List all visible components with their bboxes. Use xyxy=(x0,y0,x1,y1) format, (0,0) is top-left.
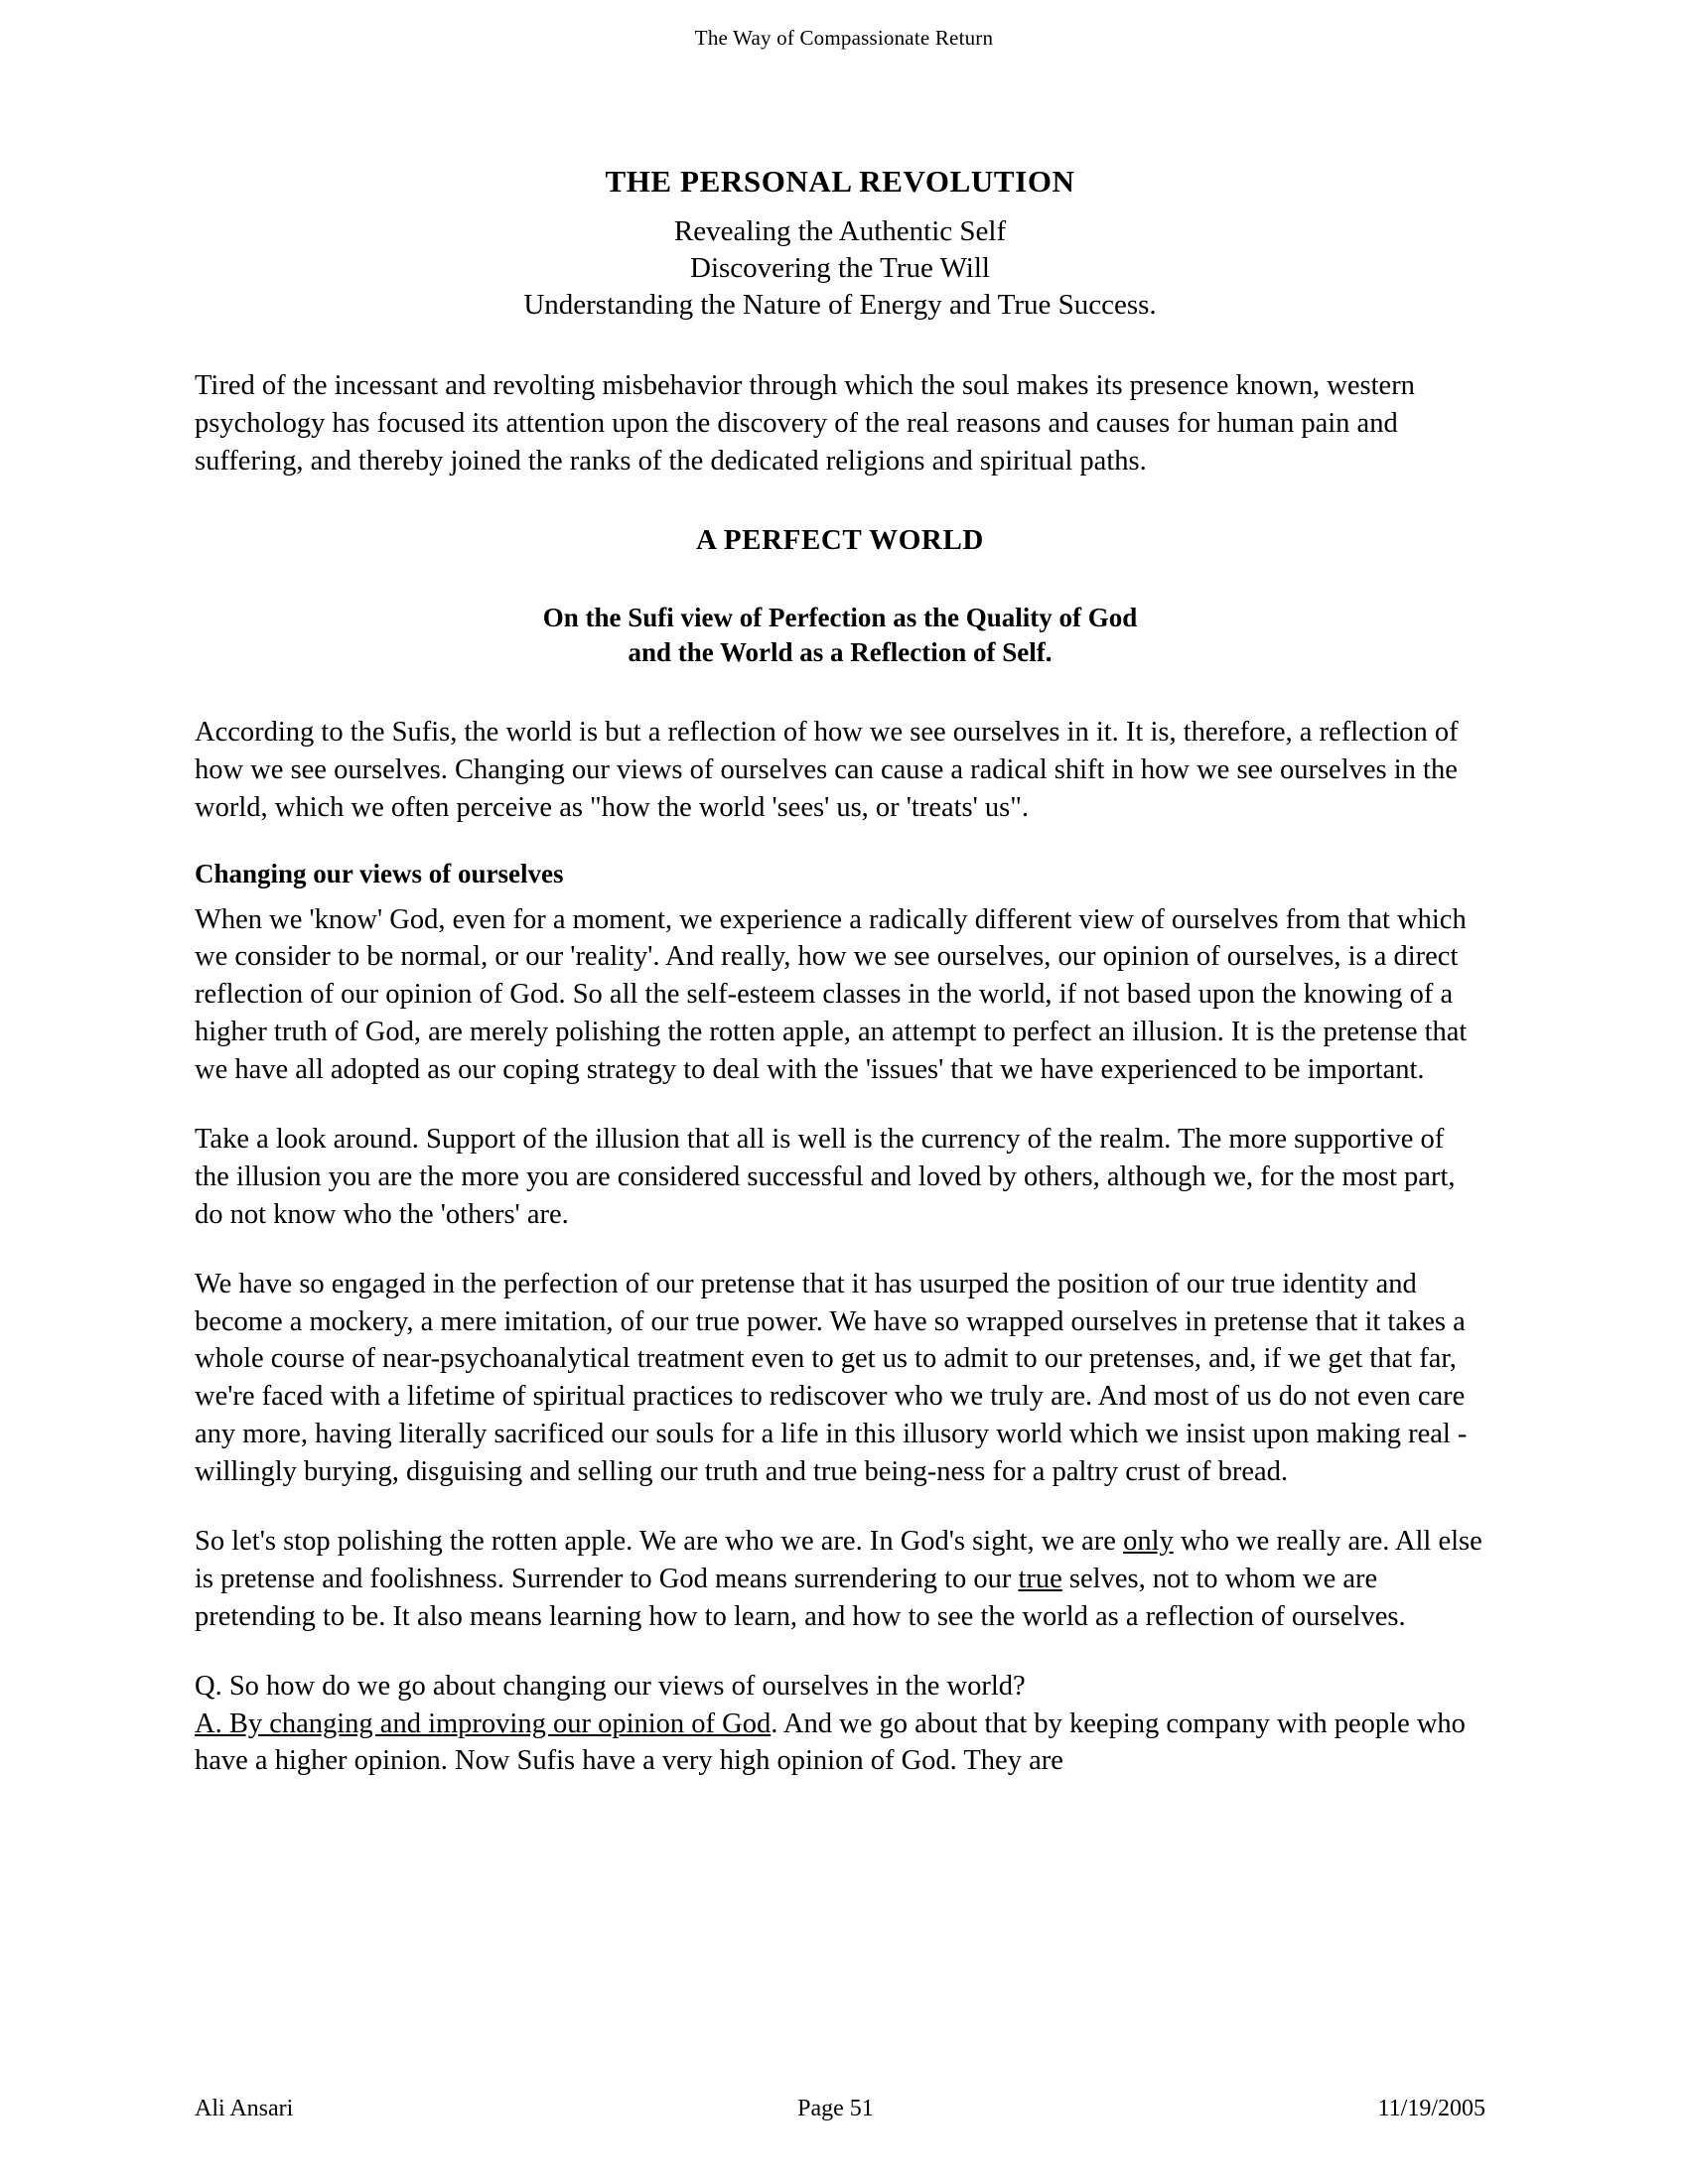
footer-date: 11/19/2005 xyxy=(1377,2096,1485,2121)
subtitle-line-1: Revealing the Authentic Self xyxy=(673,214,1007,247)
paragraph-take-a-look: Take a look around. Support of the illusion that all is well is the currency of the realm. The more supportive of the illusion you are the more you are considered successful and loved by others, although we, for the most part, do not know who the 'others' are. xyxy=(195,1123,1456,1230)
document-content xyxy=(195,164,1485,1780)
footer-page-number: Page 51 xyxy=(797,2096,874,2121)
spacer xyxy=(195,670,1485,714)
page-footer xyxy=(195,2096,1485,2122)
paragraph-pretense: We have so engaged in the perfection of our pretense that it has usurped the position of our true identity and become a mockery, a mere imitation, of our true power. We have so wrapped ourselves in pretense that it takes a whole course of near-psychoanalytical treatment even to get us to admit to our pretenses, and, if we get that far, we're faced with a lifetime of spiritual practices to rediscover who we truly are. And most of us do not even care any more, having literally sacrificed our souls for a life in this illusory world which we insist upon making real - willingly burying, disguising and selling our truth and true being-ness for a paltry crust of bread. xyxy=(195,1268,1468,1488)
spacer xyxy=(195,1636,1485,1668)
section-subheading-line-2: and the World as a Reflection of Self. xyxy=(628,636,1053,667)
section-heading-a-perfect-world: A PERFECT WORLD xyxy=(696,523,984,556)
spacer xyxy=(195,1491,1485,1523)
paragraph-sufis: According to the Sufis, the world is but a reflection of how we see ourselves in it. It is, therefore, a reflection of how we see ourselves. Changing our views of ourselves can cause a radical shift in how we see ourselves in the world, which we often perceive as "how the world 'sees' us, or 'treats' us". xyxy=(195,716,1459,823)
paragraph-intro: Tired of the incessant and revolting misbehavior through which the soul makes its presence known, western psychology has focused its attention upon the discovery of the real reasons and causes for human pain and suffering, and thereby joined the ranks of the dedicated religions and spiritual paths. xyxy=(195,369,1415,477)
answer-rest: . And we go about that by keeping company with people who have a higher opinion. Now Sufis have a very high opinion of God. They are xyxy=(195,1707,1466,1777)
spacer xyxy=(195,324,1485,367)
spacer xyxy=(195,827,1485,859)
spacer xyxy=(195,889,1485,901)
paragraph-stop-polishing-part3: selves, not to whom we are pretending to be. It also means learning how to learn, and how to see the world as a reflection of ourselves. xyxy=(195,1563,1406,1632)
spacer xyxy=(195,1089,1485,1121)
paragraph-stop-polishing-part2: who we really are. All else is pretense and foolishness. Surrender to God means surrendering to our xyxy=(195,1525,1482,1594)
emphasis-only: only xyxy=(1123,1525,1174,1557)
spacer xyxy=(195,557,1485,601)
footer-author: Ali Ansari xyxy=(195,2096,294,2121)
section-subheading xyxy=(195,601,1485,670)
answer-underlined-clause: A. By changing and improving our opinion of God xyxy=(195,1707,772,1739)
emphasis-true: true xyxy=(1018,1563,1062,1594)
spacer xyxy=(195,480,1485,524)
running-header: The Way of Compassionate Return xyxy=(694,26,994,50)
subtitle-line-3: Understanding the Nature of Energy and True Success. xyxy=(523,288,1157,321)
paragraph-stop-polishing-part1: So let's stop polishing the rotten apple. We are who we are. In God's sight, we are xyxy=(195,1525,1124,1557)
spacer xyxy=(195,1234,1485,1266)
paragraph-stop-polishing xyxy=(195,1523,1485,1636)
paragraph-know-god: When we 'know' God, even for a moment, we experience a radically different view of ourselves from that which we consider to be normal, or our 'reality'. And really, how we see ourselves, our opinion of ourselves, is a direct reflection of our opinion of God. So all the self-esteem classes in the world, if not based upon the knowing of a higher truth of God, are merely polishing the rotten apple, an attempt to perfect an illusion. It is the pretense that we have all adopted as our coping strategy to deal with the 'issues' that we have experienced to be important. xyxy=(195,903,1468,1086)
paragraph-question: Q. So how do we go about changing our views of ourselves in the world? xyxy=(195,1670,1026,1702)
title-block xyxy=(195,164,1485,324)
page-title: THE PERSONAL REVOLUTION xyxy=(605,164,1075,199)
subtitle-line-2: Discovering the True Will xyxy=(690,251,990,284)
section-subheading-line-1: On the Sufi view of Perfection as the Quality of God xyxy=(542,602,1138,632)
paragraph-answer xyxy=(195,1706,1485,1781)
subheading-changing-our-views: Changing our views of ourselves xyxy=(195,858,564,888)
